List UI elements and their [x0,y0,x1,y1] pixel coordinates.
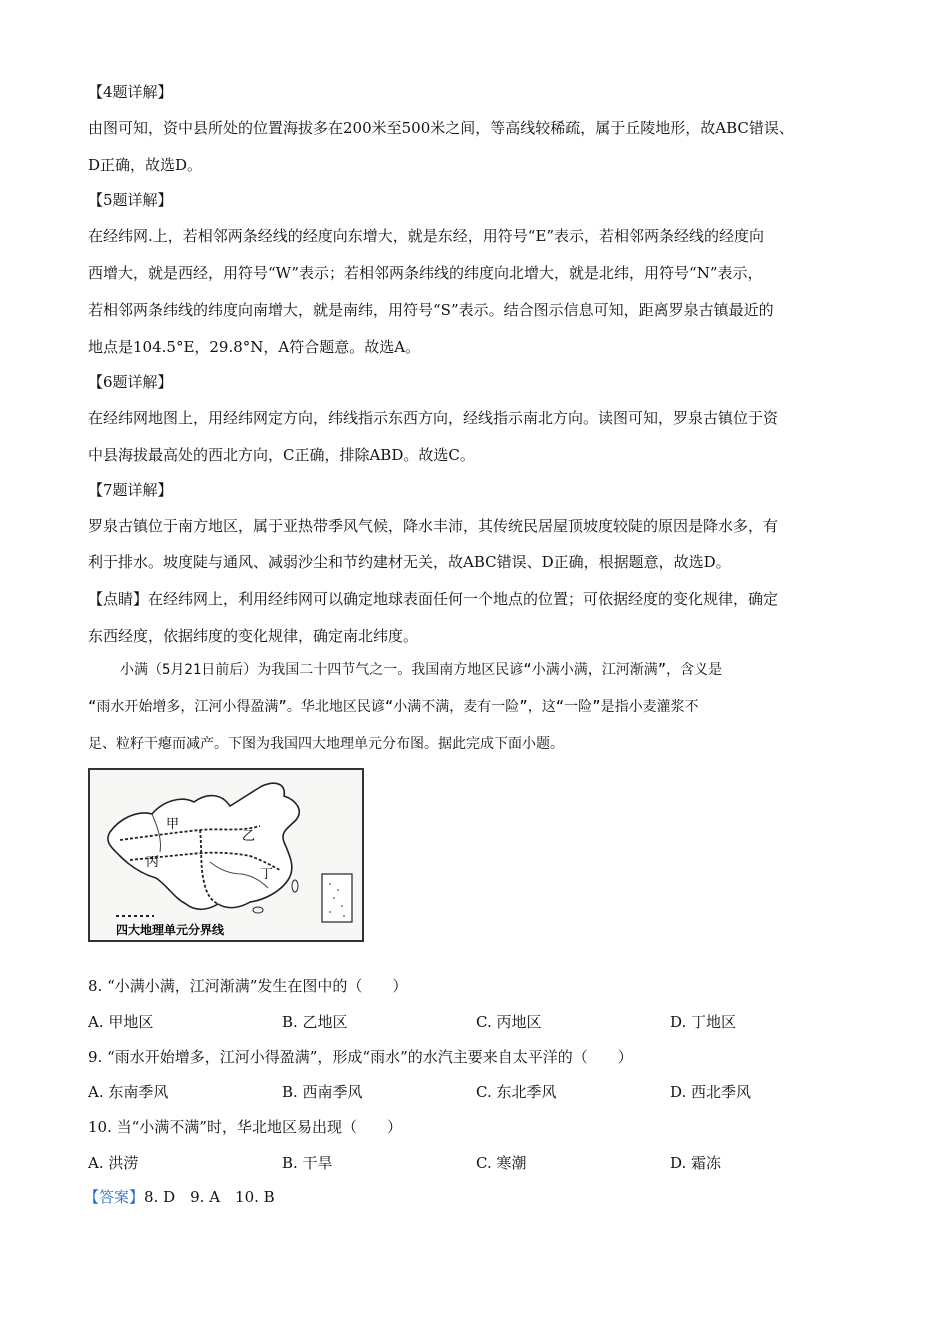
q8-option-d[interactable]: D. 丁地区 [670,1013,737,1031]
question-8-options [88,1012,868,1032]
question-10-stem: 10. 当“小满不满”时，华北地区易出现（ ） [88,1118,402,1136]
dianjing-line-2: 东西经度，依据纬度的变化规律，确定南北纬度。 [88,627,419,645]
q8-option-c[interactable]: C. 丙地区 [476,1013,542,1031]
question-8-stem: 8. “小满小满，江河渐满”发生在图中的（ ） [88,977,408,995]
section-7-line-2: 利于排水。坡度陡与通风、减弱沙尘和节约建材无关，故ABC错误、D正确，根据题意，故选D。 [88,553,731,571]
answer-line [84,1187,275,1207]
region-label-jia: 甲 [166,817,180,832]
section-4-heading: 【4题详解】 [88,83,173,101]
passage-line-3: 足、粒籽干瘪而减产。下图为我国四大地理单元分布图。据此完成下面小题。 [88,736,564,752]
china-outline [108,783,299,909]
q9-option-a[interactable]: A. 东南季风 [88,1083,169,1101]
section-5-line-2: 西增大，就是西经，用符号“W”表示；若相邻两条纬线的纬度向北增大，就是北纬，用符号“N”表示， [88,264,763,282]
china-geographic-units-map [88,768,364,942]
answer-label: 【答案】 [84,1188,145,1206]
section-6-line-1: 在经纬网地图上，用经纬网定方向，纬线指示东西方向，经线指示南北方向。读图可知，罗泉古镇位于资 [88,409,779,427]
question-10-options [88,1153,868,1173]
section-5-line-4: 地点是104.5°E，29.8°N，A符合题意。故选A。 [88,338,421,356]
question-9-options [88,1082,868,1102]
section-5-line-3: 若相邻两条纬线的纬度向南增大，就是南纬，用符号“S”表示。结合图示信息可知，距离罗泉古镇最近的 [88,301,774,319]
section-7-heading: 【7题详解】 [88,481,173,499]
section-6-line-2: 中县海拔最高处的西北方向，C正确，排除ABD。故选C。 [88,446,475,464]
region-label-yi: 乙 [242,829,256,844]
q9-option-d[interactable]: D. 西北季风 [670,1083,752,1101]
dianjing-line-1: 【点睛】在经纬网上，利用经纬网可以确定地球表面任何一个地点的位置；可依据经度的变化规律，确定 [88,590,779,608]
map-drawing [90,770,362,940]
section-5-line-1: 在经纬网.上，若相邻两条经线的经度向东增大，就是东经，用符号“E”表示，若相邻两条经线的经度向 [88,227,765,245]
q8-option-a[interactable]: A. 甲地区 [88,1013,154,1031]
section-5-heading: 【5题详解】 [88,191,173,209]
q10-option-c[interactable]: C. 寒潮 [476,1154,527,1172]
region-label-bing: 丙 [146,855,160,870]
legend-label: 四大地理单元分界线 [116,923,225,937]
region-label-ding: 丁 [260,867,274,882]
hainan-island [253,907,263,913]
q9-option-c[interactable]: C. 东北季风 [476,1083,557,1101]
q8-option-b[interactable]: B. 乙地区 [282,1013,348,1031]
q10-option-d[interactable]: D. 霜冻 [670,1154,722,1172]
taiwan-island [292,880,298,892]
section-4-line-1: 由图可知，资中县所处的位置海拔多在200米至500米之间，等高线较稀疏，属于丘陵地形，故ABC错误、 [88,119,794,137]
q10-option-a[interactable]: A. 洪涝 [88,1154,139,1172]
section-7-line-1: 罗泉古镇位于南方地区，属于亚热带季风气候，降水丰沛，其传统民居屋顶坡度较陡的原因是降水多，有 [88,517,779,535]
passage-line-1: 小满（5月21日前后）为我国二十四节气之一。我国南方地区民谚“小满小满，江河渐满”，含义是 [120,662,723,678]
south-sea-inset [322,874,352,922]
passage-line-2: “雨水开始增多，江河小得盈满”。华北地区民谚“小满不满，麦有一险”，这“一险”是指小麦灌浆不 [88,699,699,715]
q9-option-b[interactable]: B. 西南季风 [282,1083,363,1101]
section-4-line-2: D正确，故选D。 [88,156,203,174]
answer-text: 8. D 9. A 10. B [144,1188,275,1206]
section-6-heading: 【6题详解】 [88,373,173,391]
q10-option-b[interactable]: B. 干旱 [282,1154,333,1172]
question-9-stem: 9. “雨水开始增多，江河小得盈满”，形成“雨水”的水汽主要来自太平洋的（ ） [88,1048,633,1066]
